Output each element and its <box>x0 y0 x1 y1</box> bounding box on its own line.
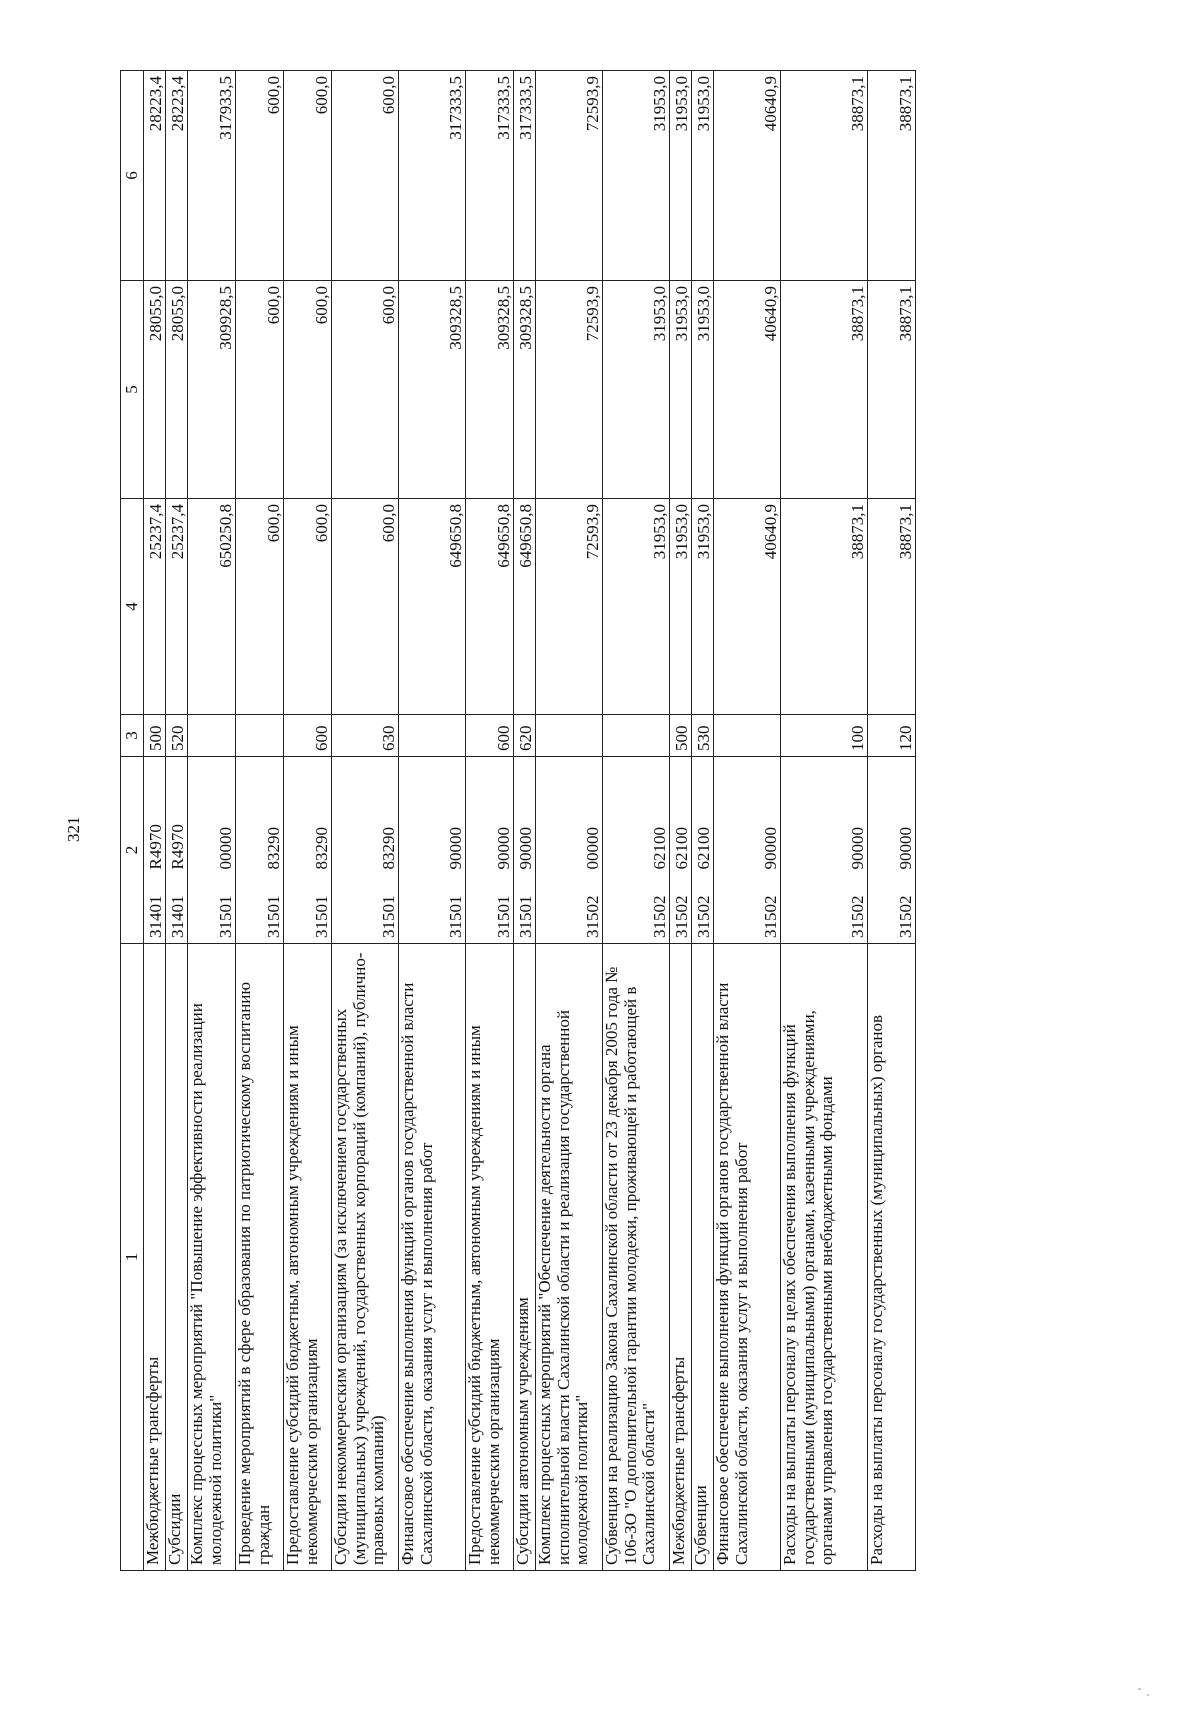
table-row <box>188 71 236 1571</box>
amount-col-6-cell: 38873,1 <box>781 71 868 281</box>
target-code-cell <box>284 757 332 944</box>
amount-col-6-cell: 600,0 <box>284 71 332 281</box>
amount-col-6-cell: 317933,5 <box>188 71 236 281</box>
direction-code: 90000 <box>847 827 867 870</box>
direction-code: 00000 <box>582 827 602 870</box>
amount-col-5-cell: 31953,0 <box>670 281 692 499</box>
header-cell: 3 <box>121 715 144 757</box>
amount-col-4-cell: 600,0 <box>236 499 284 715</box>
amount-col-6-cell: 317333,5 <box>466 71 514 281</box>
target-code-cell <box>781 757 868 944</box>
row-name-cell: Комплекс процессных мероприятий "Повышение эффективности реализации молодежной политики" <box>188 944 236 1571</box>
row-name-cell: Предоставление субсидий бюджетным, автономным учреждениям и иным некоммерческим организациям <box>284 944 332 1571</box>
amount-col-5-cell: 309328,5 <box>466 281 514 499</box>
amount-col-6-cell: 31953,0 <box>692 71 714 281</box>
amount-col-5-cell: 309328,5 <box>399 281 466 499</box>
program-code: 31501 <box>263 895 283 938</box>
direction-code: 90000 <box>895 827 915 870</box>
amount-col-4-cell: 25237,4 <box>144 499 166 715</box>
table-row <box>670 71 692 1571</box>
target-code-cell <box>236 757 284 944</box>
amount-col-4-cell: 649650,8 <box>466 499 514 715</box>
expense-type-cell: 120 <box>868 715 916 757</box>
scan-speck <box>1138 1688 1141 1690</box>
target-code-cell <box>466 757 514 944</box>
table-row <box>236 71 284 1571</box>
program-code: 31501 <box>445 895 465 938</box>
program-code: 31502 <box>671 895 691 938</box>
target-code-cell <box>166 757 188 944</box>
column-number-header <box>121 71 144 1571</box>
program-code: 31401 <box>145 895 165 938</box>
expense-type-cell: 500 <box>670 715 692 757</box>
table-row <box>332 71 399 1571</box>
row-name-cell: Расходы на выплаты персоналу государственных (муниципальных) органов <box>868 944 916 1571</box>
amount-col-6-cell: 317333,5 <box>514 71 536 281</box>
table-row <box>603 71 670 1571</box>
row-name-cell: Субвенция на реализацию Закона Сахалинской области от 23 декабря 2005 года № 106-ЗО "О дополнительной гарантии молодежи, проживающей и работающей в Сахалинской области" <box>603 944 670 1571</box>
amount-col-4-cell: 72593,9 <box>536 499 603 715</box>
amount-col-4-cell: 600,0 <box>332 499 399 715</box>
scan-speck <box>1147 1694 1149 1696</box>
amount-col-6-cell: 600,0 <box>332 71 399 281</box>
program-code: 31401 <box>167 895 187 938</box>
target-code-cell <box>603 757 670 944</box>
target-code-cell <box>536 757 603 944</box>
row-name-cell: Финансовое обеспечение выполнения функций органов государственной власти Сахалинской области, оказания услуг и выполнения работ <box>714 944 781 1571</box>
direction-code: 90000 <box>760 827 780 870</box>
expense-type-cell: 500 <box>144 715 166 757</box>
row-name-cell: Субсидии <box>166 944 188 1571</box>
expense-type-cell <box>536 715 603 757</box>
amount-col-5-cell: 600,0 <box>284 281 332 499</box>
amount-col-6-cell: 28223,4 <box>144 71 166 281</box>
expense-type-cell: 100 <box>781 715 868 757</box>
program-code: 31502 <box>582 895 602 938</box>
direction-code: 90000 <box>445 827 465 870</box>
expense-type-cell: 620 <box>514 715 536 757</box>
amount-col-4-cell: 38873,1 <box>781 499 868 715</box>
table-row <box>144 71 166 1571</box>
header-cell: 1 <box>121 944 144 1571</box>
amount-col-5-cell: 72593,9 <box>536 281 603 499</box>
page-number: 321 <box>64 816 83 842</box>
table-row <box>284 71 332 1571</box>
amount-col-6-cell: 600,0 <box>236 71 284 281</box>
row-name-cell: Комплекс процессных мероприятий "Обеспечение деятельности органа исполнительной власти Сахалинской области и реализация государственной молодежной политики" <box>536 944 603 1571</box>
amount-col-6-cell: 38873,1 <box>868 71 916 281</box>
target-code-cell <box>692 757 714 944</box>
target-code-cell <box>868 757 916 944</box>
expense-type-cell <box>714 715 781 757</box>
amount-col-4-cell: 600,0 <box>284 499 332 715</box>
table-row <box>868 71 916 1571</box>
amount-col-5-cell: 28055,0 <box>144 281 166 499</box>
program-code: 31501 <box>378 895 398 938</box>
direction-code: R4970 <box>167 824 187 870</box>
direction-code: 62100 <box>671 827 691 870</box>
table-row <box>466 71 514 1571</box>
amount-col-5-cell: 40640,9 <box>714 281 781 499</box>
amount-col-5-cell: 309328,5 <box>514 281 536 499</box>
target-code-cell <box>670 757 692 944</box>
program-code: 31502 <box>895 895 915 938</box>
amount-col-4-cell: 31953,0 <box>692 499 714 715</box>
program-code: 31501 <box>493 895 513 938</box>
row-name-cell: Финансовое обеспечение выполнения функций органов государственной власти Сахалинской области, оказания услуг и выполнения работ <box>399 944 466 1571</box>
program-code: 31501 <box>515 895 535 938</box>
row-name-cell: Субвенции <box>692 944 714 1571</box>
amount-col-4-cell: 31953,0 <box>603 499 670 715</box>
header-cell: 6 <box>121 71 144 281</box>
expense-type-cell <box>188 715 236 757</box>
amount-col-5-cell: 38873,1 <box>868 281 916 499</box>
amount-col-4-cell: 25237,4 <box>166 499 188 715</box>
amount-col-5-cell: 31953,0 <box>603 281 670 499</box>
target-code-cell <box>188 757 236 944</box>
program-code: 31502 <box>693 895 713 938</box>
header-cell: 4 <box>121 499 144 715</box>
expense-type-cell <box>236 715 284 757</box>
amount-col-4-cell: 31953,0 <box>670 499 692 715</box>
row-name-cell: Межбюджетные трансферты <box>670 944 692 1571</box>
target-code-cell <box>514 757 536 944</box>
table-row <box>399 71 466 1571</box>
row-name-cell: Предоставление субсидий бюджетным, автономным учреждениям и иным некоммерческим организациям <box>466 944 514 1571</box>
target-code-cell <box>714 757 781 944</box>
row-name-cell: Проведение мероприятий в сфере образования по патриотическому воспитанию граждан <box>236 944 284 1571</box>
direction-code: 83290 <box>378 827 398 870</box>
budget-table <box>120 70 916 1571</box>
amount-col-4-cell: 38873,1 <box>868 499 916 715</box>
amount-col-4-cell: 40640,9 <box>714 499 781 715</box>
table-row <box>514 71 536 1571</box>
direction-code: 00000 <box>215 827 235 870</box>
row-name-cell: Субсидии автономным учреждениям <box>514 944 536 1571</box>
expense-type-cell <box>399 715 466 757</box>
amount-col-6-cell: 31953,0 <box>603 71 670 281</box>
target-code-cell <box>399 757 466 944</box>
amount-col-4-cell: 649650,8 <box>399 499 466 715</box>
table-row <box>781 71 868 1571</box>
rotated-table-wrapper <box>120 71 1175 1571</box>
direction-code: R4970 <box>145 824 165 870</box>
table-row <box>692 71 714 1571</box>
program-code: 31502 <box>760 895 780 938</box>
row-name-cell: Субсидии некоммерческим организациям (за исключением государственных (муниципальных) учреждений, государственных корпораций (компаний), публично-правовых компаний) <box>332 944 399 1571</box>
direction-code: 90000 <box>515 827 535 870</box>
amount-col-5-cell: 38873,1 <box>781 281 868 499</box>
expense-type-cell: 520 <box>166 715 188 757</box>
direction-code: 90000 <box>493 827 513 870</box>
row-name-cell: Расходы на выплаты персоналу в целях обеспечения выполнения функций государственными (муниципальными) органами, казенными учреждениями, органами управления государственными внебюджетными фондами <box>781 944 868 1571</box>
amount-col-5-cell: 28055,0 <box>166 281 188 499</box>
amount-col-6-cell: 317333,5 <box>399 71 466 281</box>
table-row <box>536 71 603 1571</box>
direction-code: 83290 <box>263 827 283 870</box>
amount-col-5-cell: 309928,5 <box>188 281 236 499</box>
direction-code: 62100 <box>649 827 669 870</box>
expense-type-cell: 530 <box>692 715 714 757</box>
expense-type-cell: 630 <box>332 715 399 757</box>
amount-col-4-cell: 650250,8 <box>188 499 236 715</box>
amount-col-5-cell: 31953,0 <box>692 281 714 499</box>
amount-col-6-cell: 40640,9 <box>714 71 781 281</box>
program-code: 31502 <box>649 895 669 938</box>
amount-col-5-cell: 600,0 <box>236 281 284 499</box>
amount-col-6-cell: 31953,0 <box>670 71 692 281</box>
direction-code: 83290 <box>311 827 331 870</box>
target-code-cell <box>332 757 399 944</box>
direction-code: 62100 <box>693 827 713 870</box>
program-code: 31501 <box>311 895 331 938</box>
table-row <box>166 71 188 1571</box>
expense-type-cell: 600 <box>466 715 514 757</box>
header-cell: 5 <box>121 281 144 499</box>
expense-type-cell <box>603 715 670 757</box>
amount-col-5-cell: 600,0 <box>332 281 399 499</box>
program-code: 31501 <box>215 895 235 938</box>
amount-col-6-cell: 28223,4 <box>166 71 188 281</box>
amount-col-6-cell: 72593,9 <box>536 71 603 281</box>
program-code: 31502 <box>847 895 867 938</box>
row-name-cell: Межбюджетные трансферты <box>144 944 166 1571</box>
target-code-cell <box>144 757 166 944</box>
expense-type-cell: 600 <box>284 715 332 757</box>
amount-col-4-cell: 649650,8 <box>514 499 536 715</box>
table-row <box>714 71 781 1571</box>
header-cell: 2 <box>121 757 144 944</box>
